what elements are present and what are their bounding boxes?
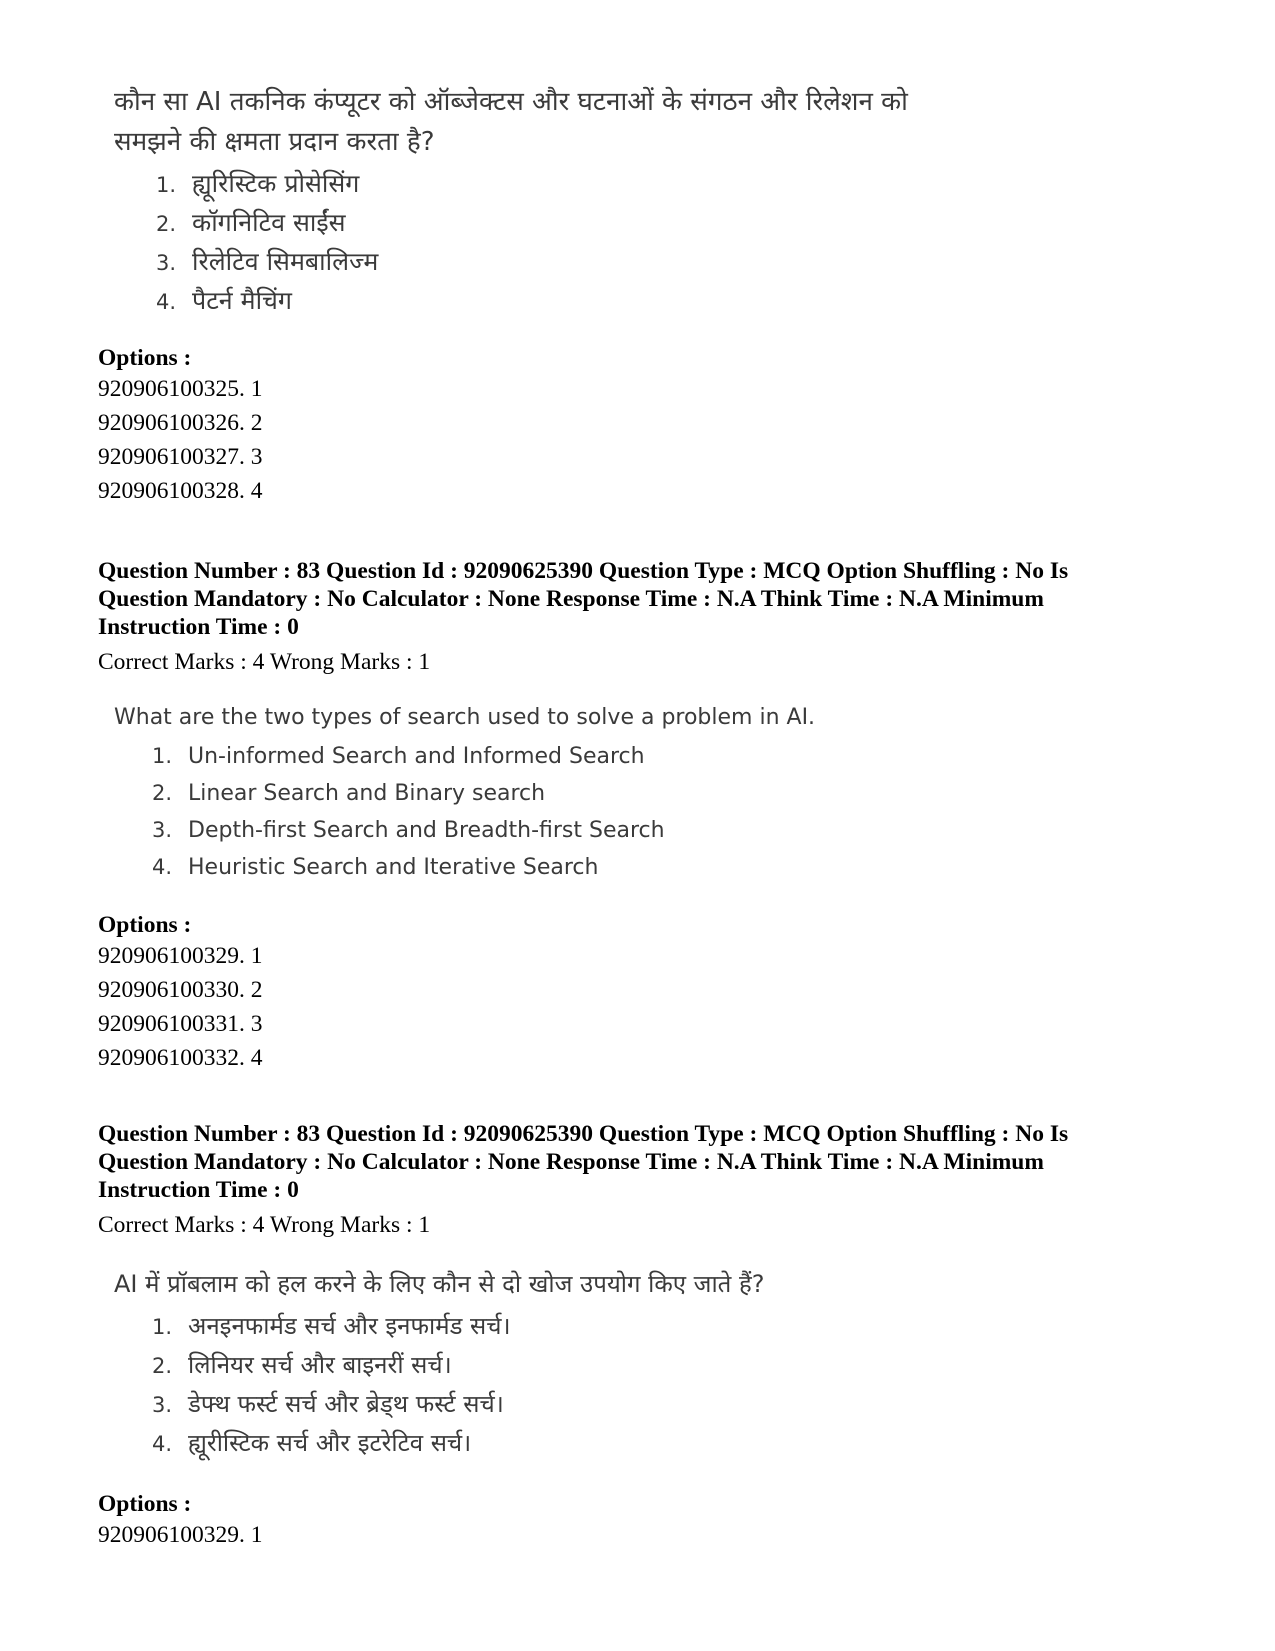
option-item: 920906100331. 3 xyxy=(98,1011,263,1037)
choice-number: 4. xyxy=(152,1432,173,1456)
option-item: 920906100328. 4 xyxy=(98,478,263,504)
option-item: 920906100329. 1 xyxy=(98,943,263,969)
marks-line: Correct Marks : 4 Wrong Marks : 1 xyxy=(98,649,431,675)
choice-number: 4. xyxy=(156,290,177,314)
question-meta-line: Question Number : 83 Question Id : 92090625390 Question Type : MCQ Option Shuffling : No Is xyxy=(98,558,1069,584)
question-image-hindi-2 xyxy=(100,1265,764,1463)
question-stem-line: कौन सा AI तकनिक कंप्यूटर को ऑब्जेक्टस और घटनाओं के संगठन और रिलेशन को xyxy=(114,87,908,117)
options-title: Options : xyxy=(98,1491,192,1517)
choice-item xyxy=(156,242,908,281)
choice-item xyxy=(152,1307,764,1346)
choice-text: Un-informed Search and Informed Search xyxy=(188,744,645,769)
choice-number: 1. xyxy=(152,1315,173,1339)
choice-number: 2. xyxy=(152,781,173,805)
choice-number: 2. xyxy=(156,212,177,236)
choice-item xyxy=(152,1385,764,1424)
choice-number: 1. xyxy=(152,744,173,768)
options-block xyxy=(98,1490,263,1552)
choice-text: Depth-first Search and Breadth-first Search xyxy=(188,818,665,843)
choice-text: डेफ्थ फर्स्ट सर्च और ब्रेड्थ फर्स्ट सर्च। xyxy=(188,1390,504,1418)
option-item: 920906100327. 3 xyxy=(98,444,263,470)
choice-item xyxy=(152,775,815,812)
choice-text: ह्यूरिस्टिक प्रोसेसिंग xyxy=(192,169,360,198)
choice-text: कॉगनिटिव साईंस xyxy=(192,208,346,237)
choice-number: 4. xyxy=(152,855,173,879)
choice-item xyxy=(152,1346,764,1385)
choice-number: 3. xyxy=(152,818,173,842)
choice-item xyxy=(152,1424,764,1463)
question-meta xyxy=(98,557,1068,641)
question-stem: What are the two types of search used to solve a problem in AI. xyxy=(114,705,816,730)
choice-number: 3. xyxy=(156,251,177,275)
options-title: Options : xyxy=(98,345,192,371)
question-image-english xyxy=(100,700,815,886)
choice-list xyxy=(152,738,815,886)
choice-item xyxy=(156,164,908,203)
option-item: 920906100332. 4 xyxy=(98,1045,263,1071)
choice-text: ह्यूरीस्टिक सर्च और इटरेटिव सर्च। xyxy=(188,1429,472,1457)
marks-line: Correct Marks : 4 Wrong Marks : 1 xyxy=(98,1212,431,1238)
choice-list xyxy=(152,1307,764,1463)
choice-number: 3. xyxy=(152,1393,173,1417)
choice-text: लिनियर सर्च और बाइनरीं सर्च। xyxy=(188,1351,452,1379)
question-stem: AI में प्रॉबलाम को हल करने के लिए कौन से दो खोज उपयोग किए जाते हैं? xyxy=(114,1270,765,1298)
choice-item xyxy=(156,281,908,320)
question-meta xyxy=(98,1120,1068,1204)
choice-number: 1. xyxy=(156,173,177,197)
option-item: 920906100325. 1 xyxy=(98,376,263,402)
choice-text: रिलेटिव सिमबालिज्म xyxy=(192,247,379,276)
choice-item xyxy=(152,849,815,886)
choice-text: पैटर्न मैचिंग xyxy=(192,286,292,315)
choice-item xyxy=(156,203,908,242)
question-meta-line: Instruction Time : 0 xyxy=(98,614,299,640)
question-stem-line: समझने की क्षमता प्रदान करता है? xyxy=(114,127,435,157)
option-item: 920906100326. 2 xyxy=(98,410,263,436)
question-meta-line: Question Number : 83 Question Id : 92090625390 Question Type : MCQ Option Shuffling : No Is xyxy=(98,1121,1069,1147)
choice-list xyxy=(156,164,908,320)
choice-text: Linear Search and Binary search xyxy=(188,781,546,806)
options-block xyxy=(98,911,263,1075)
question-image-hindi-1 xyxy=(100,82,908,320)
options-block xyxy=(98,344,263,508)
choice-item xyxy=(152,738,815,775)
option-item: 920906100330. 2 xyxy=(98,977,263,1003)
question-meta-line: Question Mandatory : No Calculator : None Response Time : N.A Think Time : N.A Minimum xyxy=(98,586,1044,612)
question-meta-line: Instruction Time : 0 xyxy=(98,1177,299,1203)
question-meta-line: Question Mandatory : No Calculator : None Response Time : N.A Think Time : N.A Minimum xyxy=(98,1149,1044,1175)
choice-number: 2. xyxy=(152,1354,173,1378)
choice-text: अनइनफार्मड सर्च और इनफार्मड सर्च। xyxy=(188,1312,511,1340)
choice-text: Heuristic Search and Iterative Search xyxy=(188,855,599,880)
choice-item xyxy=(152,812,815,849)
options-title: Options : xyxy=(98,912,192,938)
option-item: 920906100329. 1 xyxy=(98,1522,263,1548)
